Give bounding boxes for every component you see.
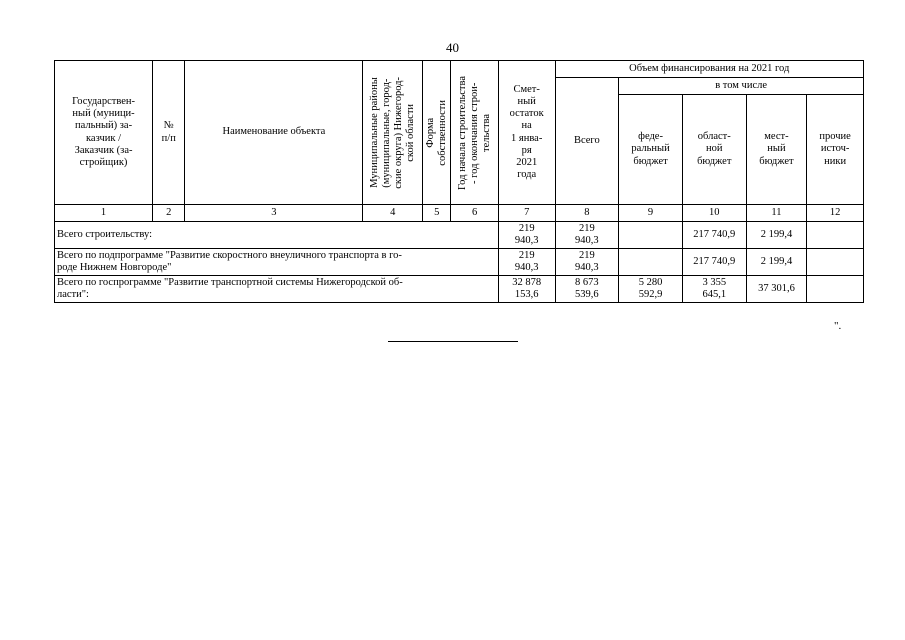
column-number: 8 xyxy=(555,205,619,222)
row-other xyxy=(807,276,864,303)
column-number: 10 xyxy=(682,205,746,222)
table-row xyxy=(55,249,864,276)
column-number: 4 xyxy=(363,205,423,222)
column-number: 3 xyxy=(185,205,363,222)
header-remainder: Смет- ный остаток на 1 янва- ря 2021 года xyxy=(498,61,555,205)
row-remainder: 32 878 153,6 xyxy=(498,276,555,303)
row-local: 37 301,6 xyxy=(746,276,807,303)
header-customer: Государствен- ный (муници- пальный) за- казчик / Заказчик (за- стройщик) xyxy=(55,61,153,205)
header-regional: област- ной бюджет xyxy=(682,95,746,205)
row-federal xyxy=(619,249,683,276)
table-row xyxy=(55,222,864,249)
column-number: 9 xyxy=(619,205,683,222)
header-ownership: Форма собственности xyxy=(423,61,451,205)
column-number: 6 xyxy=(451,205,499,222)
header-total: Всего xyxy=(555,78,619,205)
column-number: 5 xyxy=(423,205,451,222)
row-total: 8 673 539,6 xyxy=(555,276,619,303)
row-local: 2 199,4 xyxy=(746,222,807,249)
header-including: в том числе xyxy=(619,78,864,95)
row-local: 2 199,4 xyxy=(746,249,807,276)
bottom-separator-line xyxy=(388,341,518,342)
row-total: 219 940,3 xyxy=(555,249,619,276)
header-other: прочие источ- ники xyxy=(807,95,864,205)
column-number: 2 xyxy=(153,205,185,222)
header-districts: Муниципальные районы (муниципальные, город- ские округа) Нижегород- ской области xyxy=(363,61,423,205)
row-regional: 217 740,9 xyxy=(682,222,746,249)
header-financing-title: Объем финансирования на 2021 год xyxy=(555,61,864,78)
row-regional: 3 355 645,1 xyxy=(682,276,746,303)
column-number: 12 xyxy=(807,205,864,222)
header-federal: феде- ральный бюджет xyxy=(619,95,683,205)
column-number: 1 xyxy=(55,205,153,222)
header-row-number: № п/п xyxy=(153,61,185,205)
row-remainder: 219 940,3 xyxy=(498,249,555,276)
column-number: 11 xyxy=(746,205,807,222)
header-object-name: Наименование объекта xyxy=(185,61,363,205)
header-local: мест- ный бюджет xyxy=(746,95,807,205)
closing-quote-mark: ". xyxy=(834,320,842,332)
row-label: Всего по госпрограмме "Развитие транспортной системы Нижегородской об- ласти": xyxy=(55,276,499,303)
table-row xyxy=(55,276,864,303)
row-other xyxy=(807,222,864,249)
column-number: 7 xyxy=(498,205,555,222)
page-number: 40 xyxy=(446,40,459,55)
column-number-row xyxy=(55,205,864,222)
row-label: Всего по подпрограмме "Развитие скоростного внеуличного транспорта в го- роде Нижнем Новгороде" xyxy=(55,249,499,276)
row-total: 219 940,3 xyxy=(555,222,619,249)
row-other xyxy=(807,249,864,276)
row-federal: 5 280 592,9 xyxy=(619,276,683,303)
row-federal xyxy=(619,222,683,249)
financing-table xyxy=(54,60,864,303)
row-regional: 217 740,9 xyxy=(682,249,746,276)
row-label: Всего строительству: xyxy=(55,222,499,249)
header-years: Год начала строительства - год окончания строи- тельства xyxy=(451,61,499,205)
row-remainder: 219 940,3 xyxy=(498,222,555,249)
